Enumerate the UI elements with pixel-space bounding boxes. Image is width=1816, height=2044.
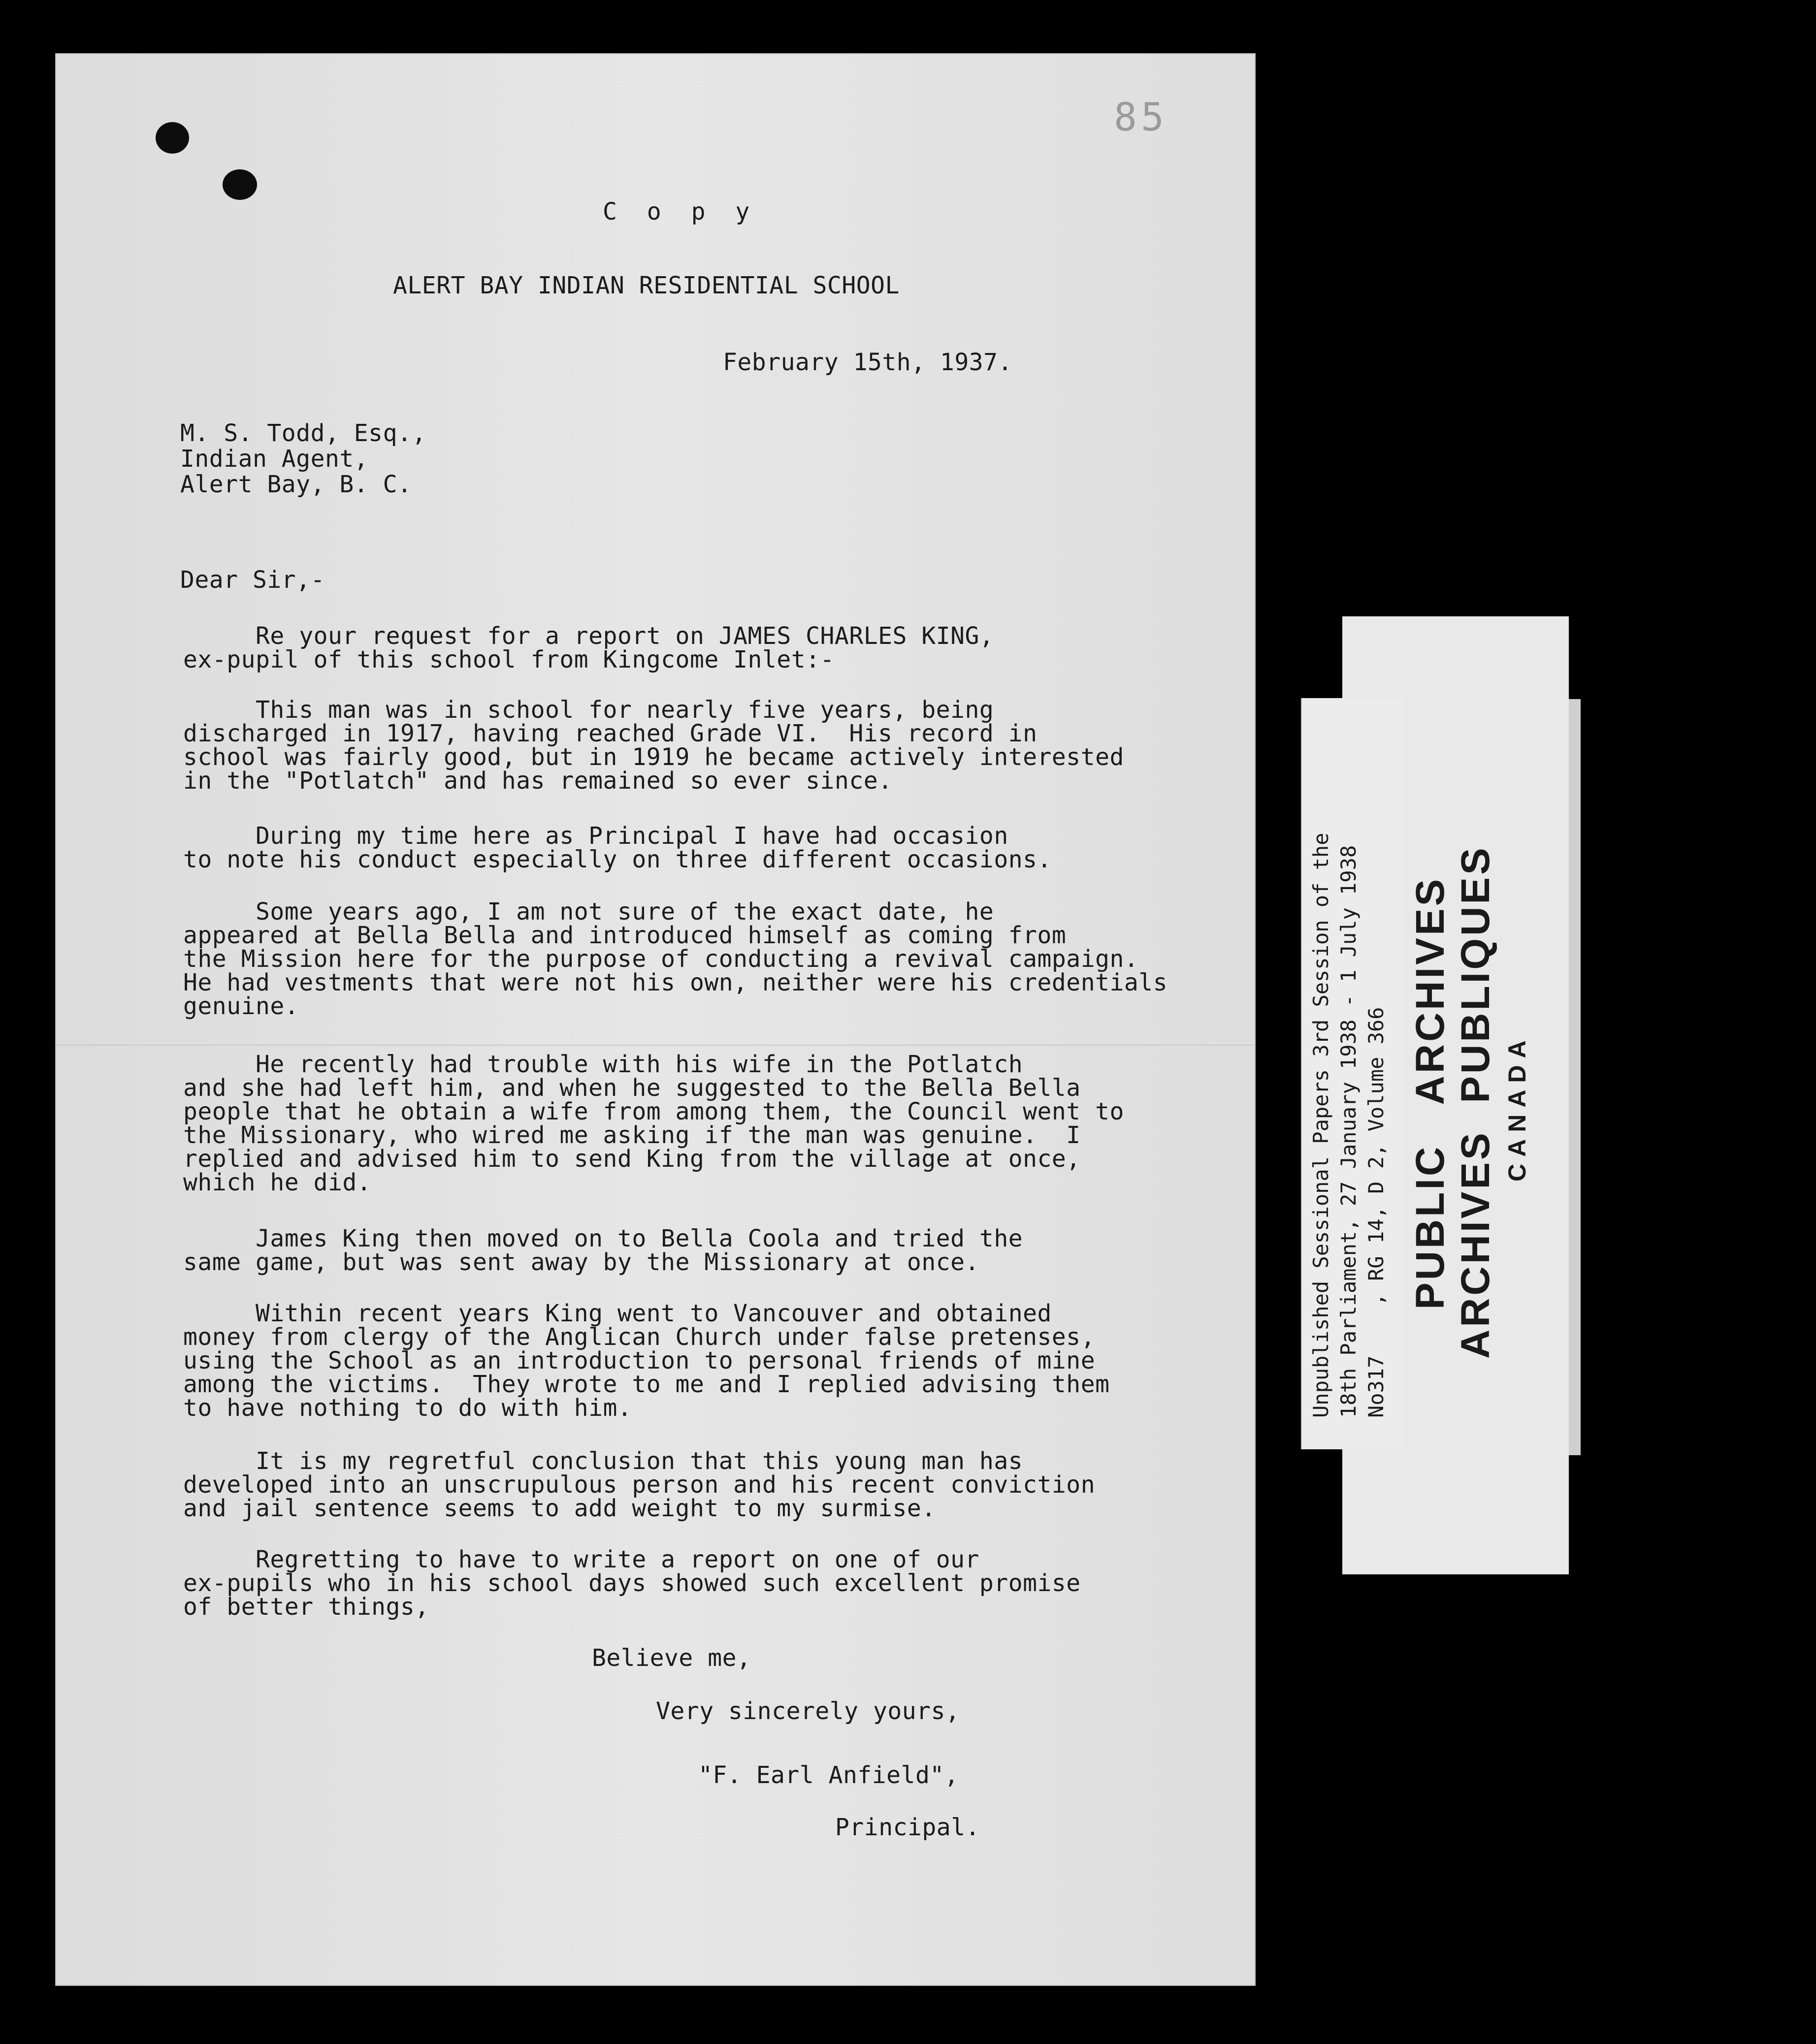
paragraph (183, 1548, 1266, 1619)
paragraph (183, 698, 1266, 793)
paragraph (183, 900, 1266, 1018)
stamp-country: CANADA (1503, 1033, 1531, 1182)
paragraph-line: discharged in 1917, having reached Grade VI. His record in (183, 720, 1038, 747)
paragraph-line: He recently had trouble with his wife in the Potlatch (183, 1051, 1023, 1078)
paragraph (183, 624, 1266, 671)
paragraph-line: the Missionary, who wired me asking if the man was genuine. I (183, 1121, 1081, 1149)
paragraph-line: in the "Potlatch" and has remained so ever since. (183, 767, 893, 795)
folio-number: 85 (1114, 96, 1168, 140)
paragraph-line: school was fairly good, but in 1919 he became actively interested (183, 743, 1124, 771)
paragraph-line: to have nothing to do with him. (183, 1394, 632, 1422)
archive-reference-line: Unpublished Sessional Papers 3rd Session of the (1309, 832, 1333, 1418)
paragraph-line: genuine. (183, 992, 299, 1020)
punch-hole-bottom (223, 169, 257, 200)
stamp-public-archives: PUBLIC ARCHIVES (1408, 876, 1453, 1309)
paragraph-line: It is my regretful conclusion that this young man has (183, 1447, 1023, 1475)
stamp-archives-publiques: ARCHIVES PUBLIQUES (1453, 845, 1498, 1359)
address-line: M. S. Todd, Esq., (180, 419, 426, 447)
school-heading: ALERT BAY INDIAN RESIDENTIAL SCHOOL (393, 272, 900, 299)
paragraph (183, 1449, 1266, 1520)
paragraph-line: money from clergy of the Anglican Church under false pretenses, (183, 1323, 1096, 1351)
archive-card-edge (1569, 699, 1581, 1455)
letter-date: February 15th, 1937. (723, 349, 1012, 376)
signatory-title: Principal. (835, 1814, 980, 1841)
copy-label: C o p y (603, 198, 758, 225)
paragraph-line: among the victims. They wrote to me and I replied advising them (183, 1371, 1110, 1398)
paragraph (183, 824, 1266, 871)
paragraph-line: This man was in school for nearly five years, being (183, 696, 994, 724)
paragraph-line: same game, but was sent away by the Missionary at once. (183, 1248, 979, 1276)
paragraph-line: ex-pupil of this school from Kingcome Inlet:- (183, 646, 835, 673)
paragraph-line: appeared at Bella Bella and introduced himself as coming from (183, 922, 1067, 949)
letter-page (55, 53, 1256, 1986)
paragraph-line: to note his conduct especially on three different occasions. (183, 846, 1052, 873)
paragraph-line: people that he obtain a wife from among them, the Council went to (183, 1098, 1124, 1125)
paragraph-line: Some years ago, I am not sure of the exact date, he (183, 898, 994, 926)
fold-line (55, 1045, 1256, 1046)
paragraph (183, 1227, 1266, 1274)
paragraph-line: developed into an unscrupulous person and his recent conviction (183, 1471, 1096, 1499)
paragraph-line: the Mission here for the purpose of conducting a revival campaign. (183, 945, 1139, 973)
paragraph-line: Within recent years King went to Vancouver and obtained (183, 1300, 1052, 1327)
address-line: Alert Bay, B. C. (180, 471, 412, 498)
closing-sincerely: Very sincerely yours, (656, 1697, 960, 1725)
paragraph-line: and she had left him, and when he suggested to the Bella Bella (183, 1074, 1081, 1102)
signature: "F. Earl Anfield", (698, 1761, 959, 1789)
paragraph-line: and jail sentence seems to add weight to my surmise. (183, 1495, 936, 1522)
punch-hole-top (156, 122, 189, 154)
paragraph-line: During my time here as Principal I have had occasion (183, 822, 1008, 850)
paragraph-line: which he did. (183, 1169, 372, 1196)
paragraph-line: using the School as an introduction to personal friends of mine (183, 1347, 1096, 1374)
paragraph-line: replied and advised him to send King from the village at once, (183, 1145, 1081, 1173)
paragraph-line: He had vestments that were not his own, neither were his credentials (183, 969, 1168, 996)
paragraph-line: James King then moved on to Bella Coola and tried the (183, 1225, 1023, 1252)
paragraph (183, 1053, 1266, 1194)
closing-believe: Believe me, (592, 1644, 751, 1672)
paragraph-line: Re your request for a report on JAMES CHARLES KING, (183, 622, 994, 650)
archive-reference-line: No317 , RG 14, D 2, Volume 366 (1364, 1007, 1388, 1418)
salutation: Dear Sir,- (180, 566, 325, 594)
paragraph-line: of better things, (183, 1593, 429, 1621)
address-line: Indian Agent, (180, 445, 369, 473)
paragraph-line: Regretting to have to write a report on one of our (183, 1546, 979, 1573)
paragraph (183, 1302, 1266, 1420)
archive-reference-line: 18th Parliament, 27 January 1938 - 1 July 1938 (1336, 845, 1361, 1418)
paragraph-line: ex-pupils who in his school days showed such excellent promise (183, 1569, 1081, 1597)
